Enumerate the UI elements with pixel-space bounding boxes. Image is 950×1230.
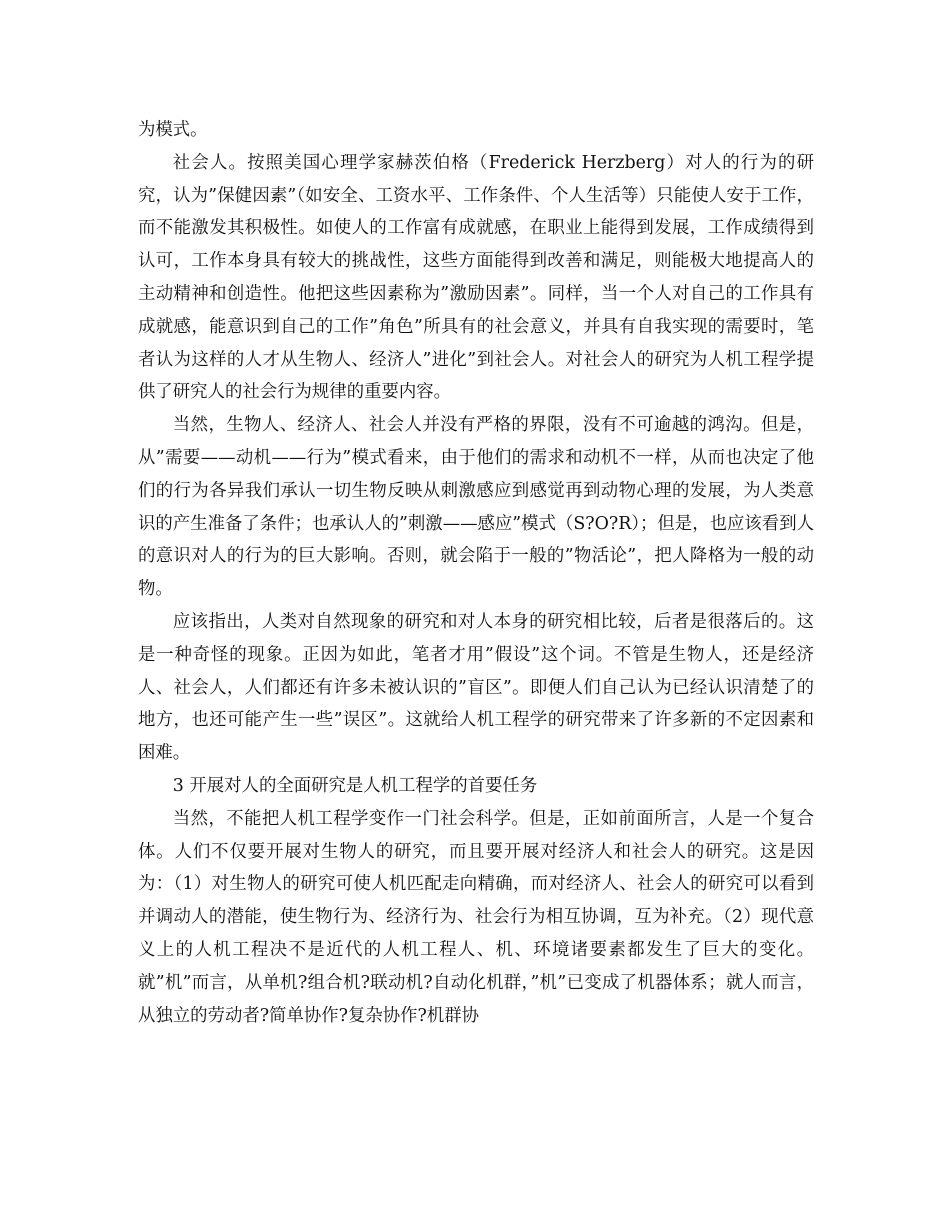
paragraph-boundaries: 当然，生物人、经济人、社会人并没有严格的界限，没有不可逾越的鸿沟。但是，从”需要——动机——行为”模式看来，由于他们的需求和动机不一样，从而也决定了他们的行为各异我们承认一切生物反映从刺激感应到感觉再到动物心理的发展，为人类意识的产生准备了条件；也承认人的”刺激——感应”模式（S?O?R）；但是，也应该看到人的意识对人的行为的巨大影响。否则，就会陷于一般的”物活论”，把人降格为一般的动物。 [138, 415, 814, 600]
paragraph-comprehensive-study: 当然，不能把人机工程学变作一门社会科学。但是，正如前面所言，人是一个复合体。人们不仅要开展对生物人的研究，而且要开展对经济人和社会人的研究。这是因为：（1）对生物人的研究可使人机匹配走向精确，而对经济人、社会人的研究可以看到并调动人的潜能，使生物行为、经济行为、社会行为相互协调，互为补充。（2）现代意义上的人机工程决不是近代的人机工程人、机、环境诸要素都发生了巨大的变化。就”机”而言，从单机?组合机?联动机?自动化机群，”机”已变成了机器体系；就人而言，从独立的劳动者?简单协作?复杂协作?机群协 [138, 808, 814, 1026]
paragraph-social-man: 社会人。按照美国心理学家赫茨伯格（Frederick Herzberg）对人的行为的研究，认为”保健因素”（如安全、工资水平、工作条件、个人生活等）只能使人安于工作，而不能激发其积极性。如使人的工作富有成就感，在职业上能得到发展，工作成绩得到认可，工作本身具有较大的挑战性，这些方面能得到改善和满足，则能极大地提高人的主动精神和创造性。他把这些因素称为”激励因素”。同样，当一个人对自己的工作具有成就感，能意识到自己的工作”角色”所具有的社会意义，并具有自我实现的需要时，笔者认为这样的人才从生物人、经济人”进化”到社会人。对社会人的研究为人机工程学提供了研究人的社会行为规律的重要内容。 [138, 152, 814, 403]
paragraph-research-gap: 应该指出，人类对自然现象的研究和对人本身的研究相比较，后者是很落后的。这是一种奇怪的现象。正因为如此，笔者才用”假设”这个词。不管是生物人，还是经济人、社会人，人们都还有许多未被认识的”盲区”。即便人们自己认为已经认识清楚了的地方，也还可能产生一些”误区”。这就给人机工程学的研究带来了许多新的不定因素和困难。 [138, 611, 814, 764]
section-heading: 3 开展对人的全面研究是人机工程学的首要任务 [172, 775, 538, 796]
paragraph-continuation: 为模式。 [138, 120, 208, 140]
document-page [138, 114, 814, 1032]
